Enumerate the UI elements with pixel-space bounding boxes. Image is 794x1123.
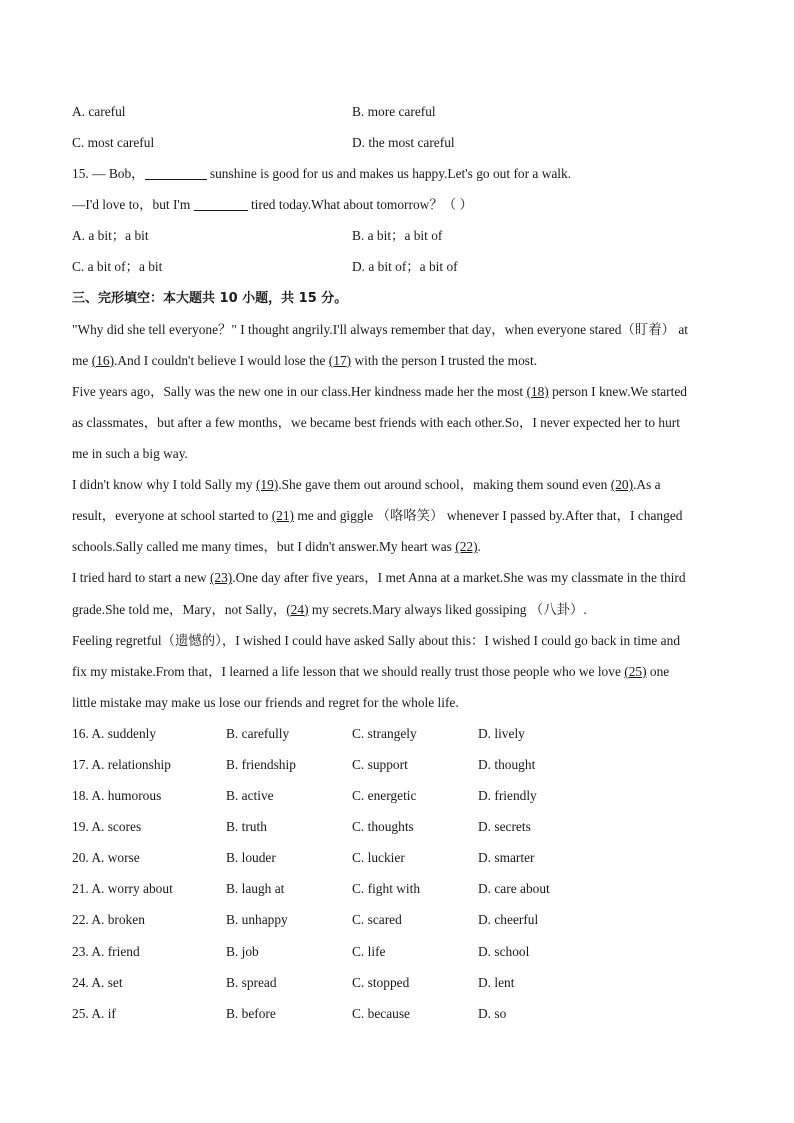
option-d: D. lively [478,725,525,741]
passage-text: I tried hard to start a new [72,570,210,586]
option-a: 25. A. if [72,1005,116,1021]
option-c: C. fight with [352,881,421,897]
q15-line2-suffix: tired today.What about tomorrow？（ ） [247,197,473,213]
passage-text: . [477,539,481,555]
section-3-title: 三、完形填空：本大题共 10 小题，共 15 分。 [72,290,348,306]
answer-blank [194,196,248,211]
q15-option-d: D. a bit of；a bit of [352,259,458,275]
option-c: C. support [352,756,408,772]
passage-line [72,656,722,687]
passage-text: schools.Sally called me many times，but I didn't answer.My heart was [72,539,456,555]
passage-text: grade.She told me，Mary，not Sally， [72,601,287,617]
blank-number: (21) [271,508,294,524]
exam-page [72,96,722,1029]
option-b: B. friendship [226,756,296,772]
blank-number: (23) [209,570,233,586]
blank-number: (19) [255,477,279,493]
option-c: C. stopped [352,974,410,990]
blank-number: (18) [526,383,549,399]
passage-line [72,376,722,407]
passage-text: fix my mistake.From that，I learned a life lesson that we should really trust those people who we love [72,663,625,679]
option-a: 19. A. scores [72,819,142,835]
passage-text: with the person I trusted the most. [351,352,538,368]
blank-number: (17) [328,352,352,368]
option-b: B. carefully [226,725,290,741]
passage-line: Feeling regretful（遗憾的），I wished I could have asked Sally about this：I wished I could go back in time and [72,632,681,648]
option-a: 23. A. friend [72,943,140,959]
q14-option-b: B. more careful [352,104,436,119]
cloze-option-row [72,780,722,811]
passage-text: .As a [633,477,661,493]
passage-text: result，everyone at school started to [72,508,272,524]
q15-options-row-1 [72,220,722,251]
q14-options-row-2 [72,127,722,158]
option-c: C. energetic [352,788,417,804]
q15-line1-prefix: 15. — Bob， [72,166,145,182]
cloze-option-row [72,873,722,904]
blank-number: (25) [624,663,647,679]
passage-text: .And I couldn't believe I would lose the [114,352,329,368]
cloze-option-row [72,842,722,873]
option-d: D. school [478,943,530,959]
option-a: 22. A. broken [72,912,145,928]
passage-line [72,562,722,593]
q14-option-a: A. careful [72,104,126,119]
q15-option-b: B. a bit；a bit of [352,228,443,244]
option-c: C. luckier [352,850,405,866]
passage-text: my secrets.Mary always liked gossiping （八卦）. [308,601,587,617]
option-c: C. life [352,943,386,959]
passage-text: I didn't know why I told Sally my [72,477,256,493]
option-a: 21. A. worry about [72,881,173,897]
option-b: B. laugh at [226,881,285,897]
option-a: 18. A. humorous [72,788,162,804]
option-a: 17. A. relationship [72,756,171,772]
option-d: D. cheerful [478,912,539,928]
passage-line: little mistake may make us lose our friends and regret for the whole life. [72,694,459,710]
cloze-option-row [72,811,722,842]
passage-text: Five years ago，Sally was the new one in our class.Her kindness made her the most [72,383,527,399]
option-c: C. scared [352,912,402,928]
passage-line [72,594,722,625]
cloze-option-row [72,967,722,998]
option-b: B. active [226,788,274,804]
passage-text: one [646,663,670,679]
passage-text: .She gave them out around school，making them sound even [278,477,611,493]
q15-line1-suffix: sunshine is good for us and makes us happy.Let's go out for a walk. [206,166,572,182]
option-d: D. friendly [478,788,537,804]
passage-line [72,531,722,562]
option-d: D. care about [478,881,550,897]
option-b: B. louder [226,850,276,866]
option-b: B. before [226,1005,276,1021]
option-b: B. truth [226,819,267,835]
passage-text: person I knew.We started [548,383,687,399]
q14-option-d: D. the most careful [352,135,455,151]
cloze-option-row [72,998,722,1029]
blank-number: (22) [455,539,478,555]
option-a: 16. A. suddenly [72,725,157,741]
q15-line-2 [72,189,722,220]
passage-line [72,469,722,500]
passage-line [72,500,722,531]
option-c: C. thoughts [352,819,414,835]
blank-number: (20) [610,477,634,493]
q15-options-row-2 [72,251,722,282]
option-b: B. spread [226,974,277,990]
cloze-option-row [72,936,722,967]
passage-text: .One day after five years，I met Anna at a market.She was my classmate in the third [232,570,686,586]
cloze-option-row [72,749,722,780]
cloze-option-row [72,904,722,935]
blank-number: (24) [286,601,309,617]
q15-line-1 [72,158,722,189]
option-d: D. so [478,1005,507,1021]
option-d: D. secrets [478,819,531,835]
q15-option-a: A. a bit；a bit [72,228,149,244]
passage-line: as classmates，but after a few months，we became best friends with each other.So，I never expected her to hurt [72,414,680,430]
option-d: D. thought [478,756,536,772]
option-d: D. lent [478,974,515,990]
passage-text: me and giggle （咯咯笑） whenever I passed by.After that，I changed [294,508,683,524]
q15-option-c: C. a bit of；a bit [72,259,163,275]
q15-line2-prefix: —I'd love to，but I'm [72,197,194,213]
answer-blank [145,165,207,180]
blank-number: (16) [91,352,115,368]
option-b: B. unhappy [226,912,288,928]
option-b: B. job [226,943,259,959]
option-d: D. smarter [478,850,535,866]
passage-line: "Why did she tell everyone？" I thought angrily.I'll always remember that day，when everyone stared（盯着） at [72,321,688,337]
option-a: 20. A. worse [72,850,140,866]
passage-text: me [72,352,92,368]
option-c: C. because [352,1005,411,1021]
option-c: C. strangely [352,725,417,741]
passage-line: me in such a big way. [72,446,188,462]
passage-line [72,345,722,376]
q14-option-c: C. most careful [72,135,155,151]
cloze-options-list [72,718,722,1029]
cloze-option-row [72,718,722,749]
q14-options-row-1 [72,96,722,127]
option-a: 24. A. set [72,974,123,990]
